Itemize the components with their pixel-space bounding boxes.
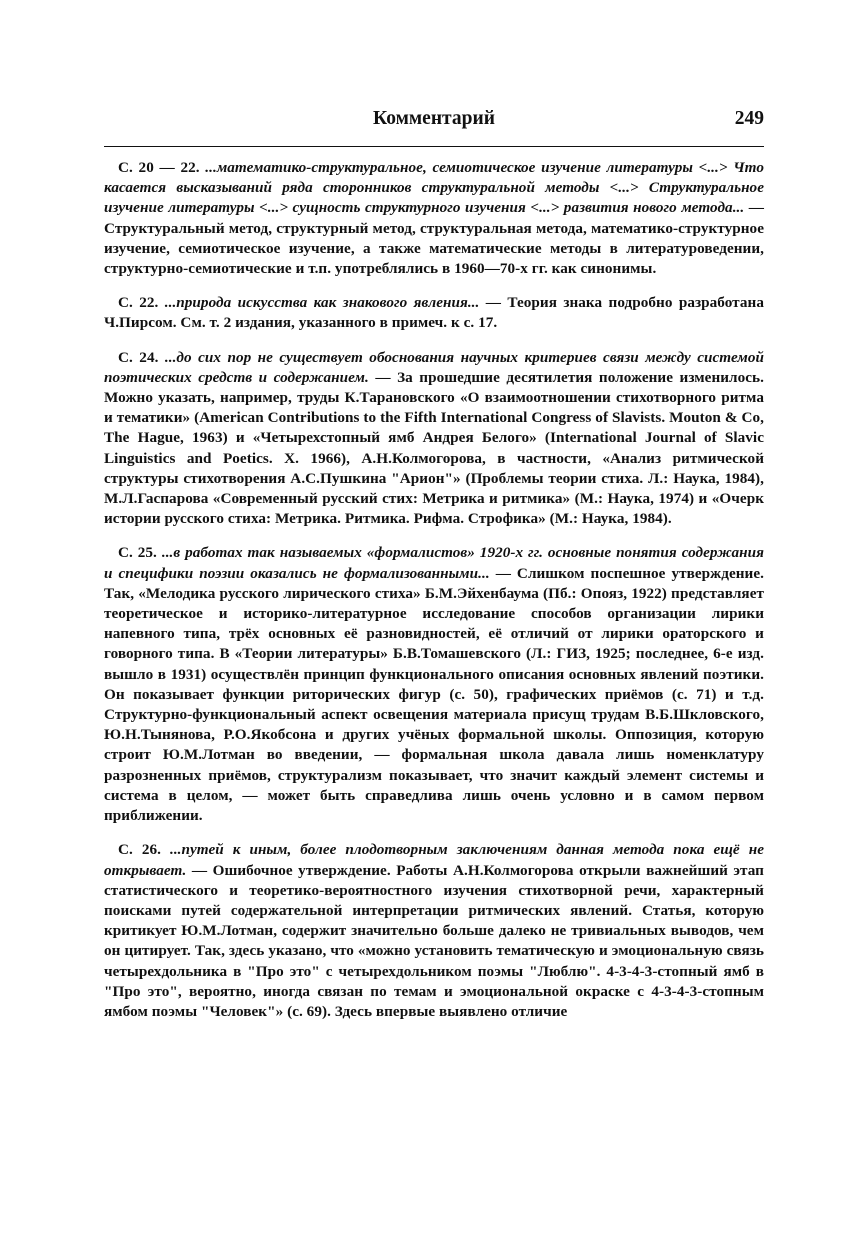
page-number: 249	[734, 108, 764, 129]
commentary-entry	[104, 348, 764, 530]
entry-quote: ...до сих пор не существует обоснования научных критериев связи между системой поэтических средств и содержанием.	[104, 348, 764, 386]
entry-ref: С. 20 — 22.	[118, 159, 200, 176]
running-title: Комментарий	[373, 108, 495, 129]
entry-comment: — Слишком поспешное утверждение. Так, «Мелодика русского лирического стиха» Б.М.Эйхенбаума (Пб.: Опояз, 1922) представляет теоретическое и историко-литературное исследование способов организации лирики напевного типа, трёх основных её разновидностей, её отличий от лирики ораторского и говорного типа. В «Теории литературы» Б.В.Томашевского (Л.: ГИЗ, 1925; последнее, 6-е изд. вышло в 1931) осуществлён принцип функционального описания основных явлений поэтики. Он показывает функции риторических фигур (с. 50), графических приёмов (с. 71) и т.д. Структурно-функциональный аспект освещения материала присущ трудам В.Б.Шкловского, Ю.Н.Тынянова, Р.О.Якобсона и других учёных формальной школы. Оппозиция, которую строит Ю.М.Лотман во введении, — формальная школа давала лишь номенклатуру разрозненных приёмов, структурализм показывает, что значит каждый элемент системы и система в целом, — может быть справедлива лишь очень условно и в самом первом приближении.	[104, 564, 764, 825]
entry-comment: — Структуральный метод, структурный метод, структуральная метода, математико-структурное изучение, семиотическое изучение, а также математические методы в литературоведении, структурно-семиотические и т.п. употреблялись в 1960—70-х гг. как синонимы.	[104, 199, 764, 278]
entry-comment: — Ошибочное утверждение. Работы А.Н.Колмогорова открыли важнейший этап статистического и теоретико-вероятностного изучения стихотворной речи, характерный поисками путей содержательной интерпретации ритмических явлений. Статья, которую критикует Ю.М.Лотман, содержит значительно больше далеко не тривиальных выводов, чем он цитирует. Так, здесь указано, что «можно установить тематическую и эмоциональную связь четырехдольника в "Про это" с четырехдольником поэмы "Люблю". 4-3-4-3-стопный ямб в "Про это", вероятно, иногда связан по темам и эмоциональной окраске с 4-3-4-3-стопным ямбом поэмы "Человек"» (с. 69). Здесь впервые выявлено отличие	[104, 861, 764, 1020]
entry-ref: С. 26.	[118, 841, 161, 859]
entry-ref: С. 22.	[118, 294, 159, 312]
header-rule	[104, 146, 764, 147]
entry-comment: — Теория знака подробно разработана Ч.Пирсом. См. т. 2 издания, указанного в примеч. к с. 17.	[104, 294, 764, 332]
page	[104, 108, 764, 1036]
commentary-entry	[104, 840, 764, 1022]
commentary-entry	[104, 543, 764, 826]
entry-quote: ...путей к иным, более плодотворным заключениям данная метода пока ещё не открывает.	[104, 841, 764, 879]
entry-ref: С. 24.	[118, 348, 159, 366]
entry-comment: — За прошедшие десятилетия положение изменилось. Можно указать, например, труды К.Тарановского «О взаимоотношении стихотворного ритма и тематики» (American Contributions to the Fifth International Congress of Slavists. Mouton & Co, The Hague, 1963) и «Четырехстопный ямб Андрея Белого» (International Journal of Slavic Linguistics and Poetics. X. 1966), А.Н.Колмогорова, в частности, «Анализ ритмической структуры стихотворения А.С.Пушкина "Арион"» (Проблемы теории стиха. Л.: Наука, 1984), М.Л.Гаспарова «Современный русский стих: Метрика и ритмика» (М.: Наука, 1974) и «Очерк истории русского стиха: Метрика. Ритмика. Рифма. Строфика» (М.: Наука, 1984).	[104, 368, 764, 528]
entry-quote: ...природа искусства как знакового явления...	[164, 294, 480, 312]
commentary-entries	[104, 158, 764, 1022]
entry-ref: С. 25.	[118, 544, 157, 562]
commentary-entry	[104, 158, 764, 279]
commentary-entry	[104, 293, 764, 333]
entry-quote: ...математико-структуральное, семиотическое изучение литературы <...> Что касается высказываний ряда сторонников структуральной методы <...> Структуральное изучение литературы <...> сущность структурного изучения <...> развития нового метода...	[104, 159, 764, 217]
entry-quote: ...в работах так называемых «формалистов» 1920-х гг. основные понятия содержания и специфики поэзии оказались не формализованными...	[104, 544, 765, 582]
running-header	[104, 108, 764, 142]
